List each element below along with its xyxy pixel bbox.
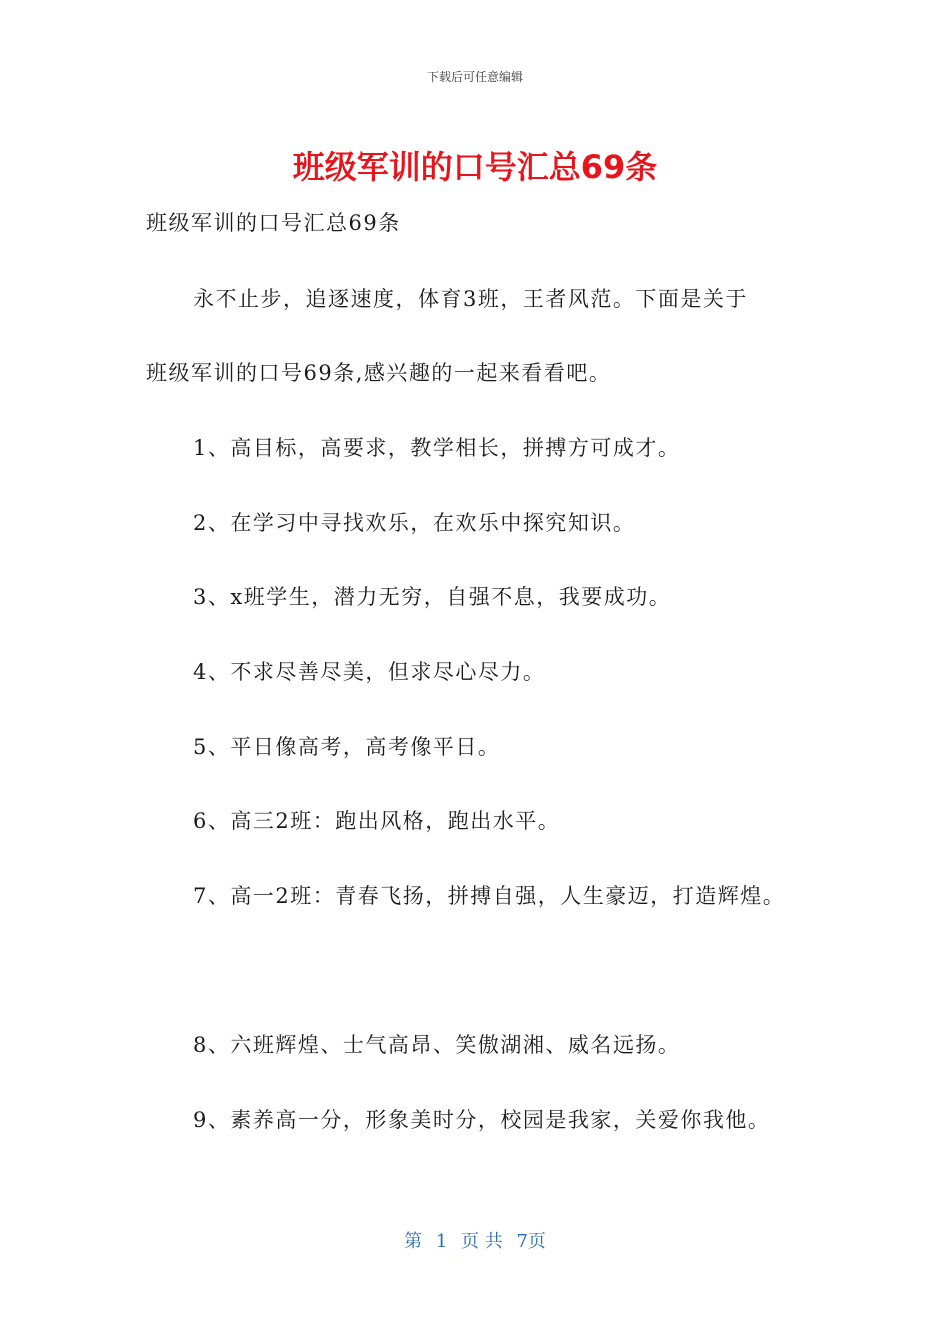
footer-mid: 页 共 (461, 1231, 503, 1252)
list-item: 6、高三2班：跑出风格，跑出水平。 (193, 809, 561, 833)
footer-page-number: 1 (435, 1231, 448, 1252)
list-item: 4、不求尽善尽美，但求尽心尽力。 (193, 660, 546, 684)
list-item: 2、在学习中寻找欢乐，在欢乐中探究知识。 (193, 511, 636, 535)
footer-prefix: 第 (404, 1231, 423, 1252)
header-note: 下载后可任意编辑 (426, 70, 523, 84)
list-item: 9、素养高一分，形象美时分，校园是我家，关爱你我他。 (193, 1108, 771, 1132)
list-item: 5、平日像高考，高考像平日。 (193, 735, 501, 759)
list-item: 7、高一2班：青春飞扬，拼搏自强，人生豪迈，打造辉煌。 (193, 884, 786, 908)
list-item: 3、x班学生，潜力无穷，自强不息，我要成功。 (193, 585, 672, 609)
intro-line-2: 班级军训的口号69条,感兴趣的一起来看看吧。 (146, 361, 612, 385)
footer-total: 7页 (516, 1231, 546, 1252)
intro-line-1: 永不止步，追逐速度，体育3班，王者风范。下面是关于 (193, 287, 748, 311)
subtitle: 班级军训的口号汇总69条 (146, 211, 401, 235)
list-item: 8、六班辉煌、士气高昂、笑傲湖湘、威名远扬。 (193, 1033, 681, 1057)
page-footer (0, 1227, 950, 1253)
document-title: 班级军训的口号汇总69条 (292, 148, 658, 186)
list-item: 1、高目标，高要求，教学相长，拼搏方可成才。 (193, 436, 681, 460)
